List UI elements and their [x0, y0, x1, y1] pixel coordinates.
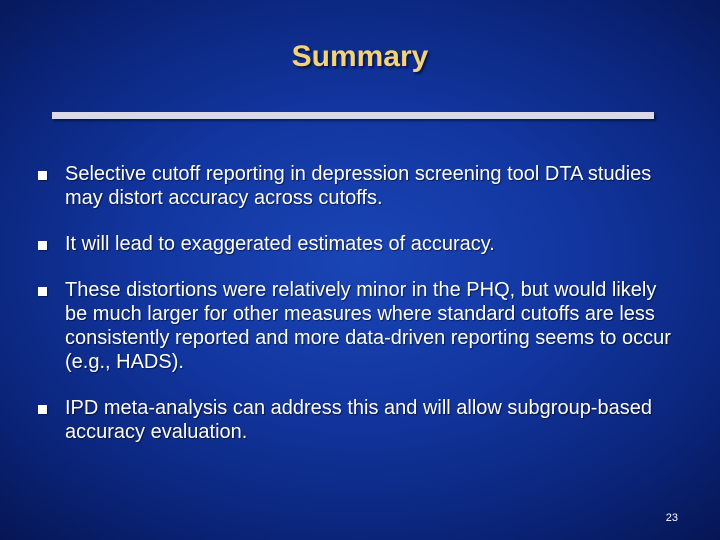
bullet-square-icon	[38, 405, 47, 414]
bullet-item	[38, 278, 678, 374]
bullet-text: These distortions were relatively minor in the PHQ, but would likely be much larger for other measures where standard cutoffs are less consistently reported and more data-driven reporting seems to occur (e.g., HADS).	[65, 279, 671, 373]
bullet-text: It will lead to exaggerated estimates of accuracy.	[65, 233, 495, 255]
page-number: 23	[665, 512, 678, 524]
bullet-text: Selective cutoff reporting in depression screening tool DTA studies may distort accuracy across cutoffs.	[65, 163, 652, 209]
bullet-text: IPD meta-analysis can address this and will allow subgroup-based accuracy evaluation.	[65, 397, 652, 443]
bullet-item	[38, 232, 678, 256]
title-divider	[52, 112, 654, 119]
bullet-item	[38, 162, 678, 210]
bullet-square-icon	[38, 241, 47, 250]
bullet-square-icon	[38, 287, 47, 296]
bullet-list	[38, 162, 678, 444]
bullet-item	[38, 396, 678, 444]
bullet-square-icon	[38, 171, 47, 180]
slide-title: Summary	[291, 40, 429, 73]
